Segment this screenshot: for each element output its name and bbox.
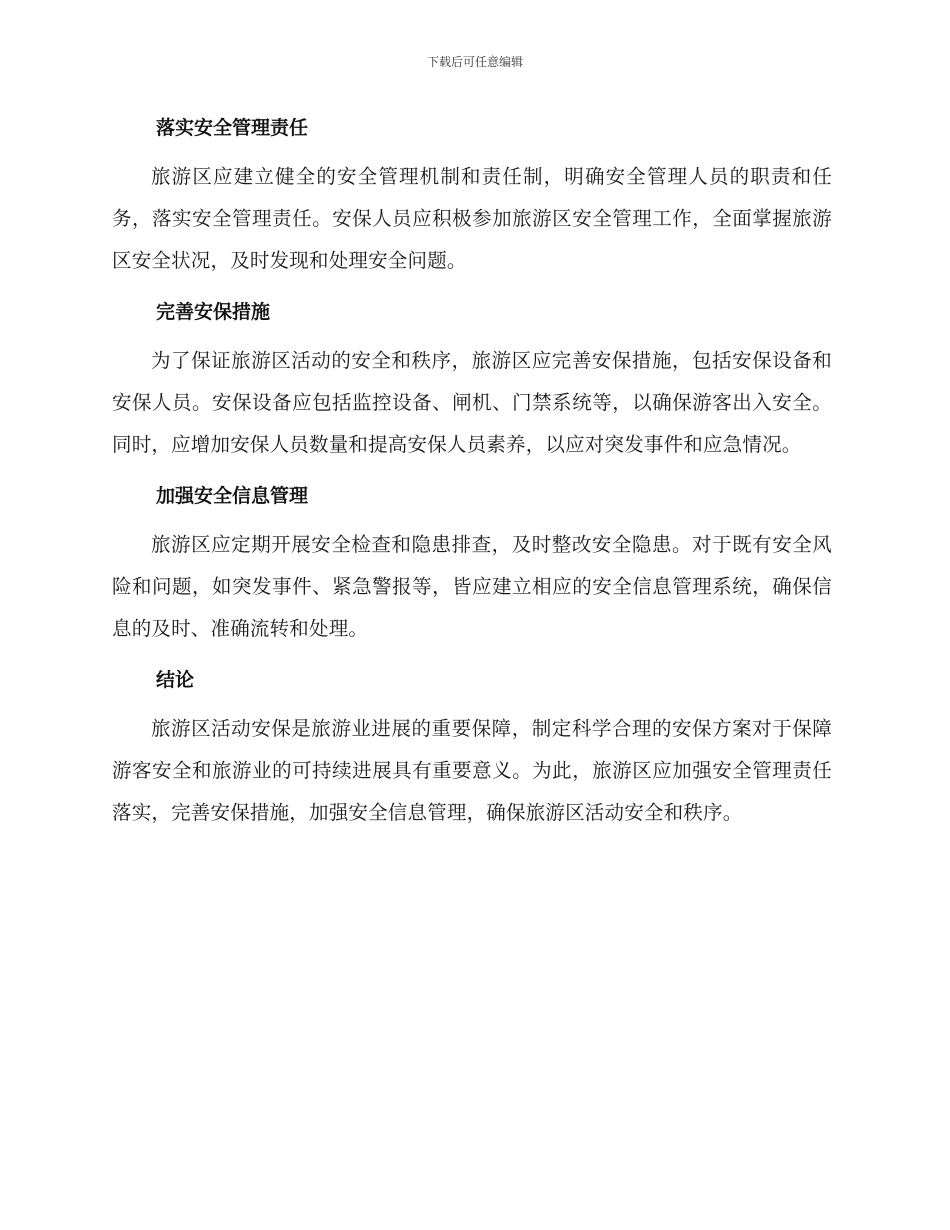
section-safety-responsibility xyxy=(112,108,832,282)
section-heading: 加强安全信息管理 xyxy=(156,485,309,507)
document-body xyxy=(112,108,832,844)
section-paragraph: 旅游区应建立健全的安全管理机制和责任制，明确安全管理人员的职责和任务，落实安全管理责任。安保人员应积极参加旅游区安全管理工作，全面掌握旅游区安全状况，及时发现和处理安全问题。 xyxy=(112,165,832,272)
section-heading: 完善安保措施 xyxy=(156,301,271,323)
section-security-measures xyxy=(112,292,832,466)
section-paragraph: 旅游区活动安保是旅游业进展的重要保障，制定科学合理的安保方案对于保障游客安全和旅游业的可持续进展具有重要意义。为此，旅游区应加强安全管理责任落实，完善安保措施，加强安全信息管理，确保旅游区活动安全和秩序。 xyxy=(112,717,832,824)
section-paragraph: 旅游区应定期开展安全检查和隐患排查，及时整改安全隐患。对于既有安全风险和问题，如突发事件、紧急警报等，皆应建立相应的安全信息管理系统，确保信息的及时、准确流转和处理。 xyxy=(112,533,832,640)
section-heading: 结论 xyxy=(156,669,195,691)
section-heading: 落实安全管理责任 xyxy=(156,117,309,139)
section-conclusion xyxy=(112,660,832,834)
section-paragraph: 为了保证旅游区活动的安全和秩序，旅游区应完善安保措施，包括安保设备和安保人员。安保设备应包括监控设备、闸机、门禁系统等，以确保游客出入安全。同时，应增加安保人员数量和提高安保人员素养，以应对突发事件和应急情况。 xyxy=(112,349,832,456)
section-information-management xyxy=(112,476,832,650)
page-header-note: 下载后可任意编辑 xyxy=(426,55,523,69)
